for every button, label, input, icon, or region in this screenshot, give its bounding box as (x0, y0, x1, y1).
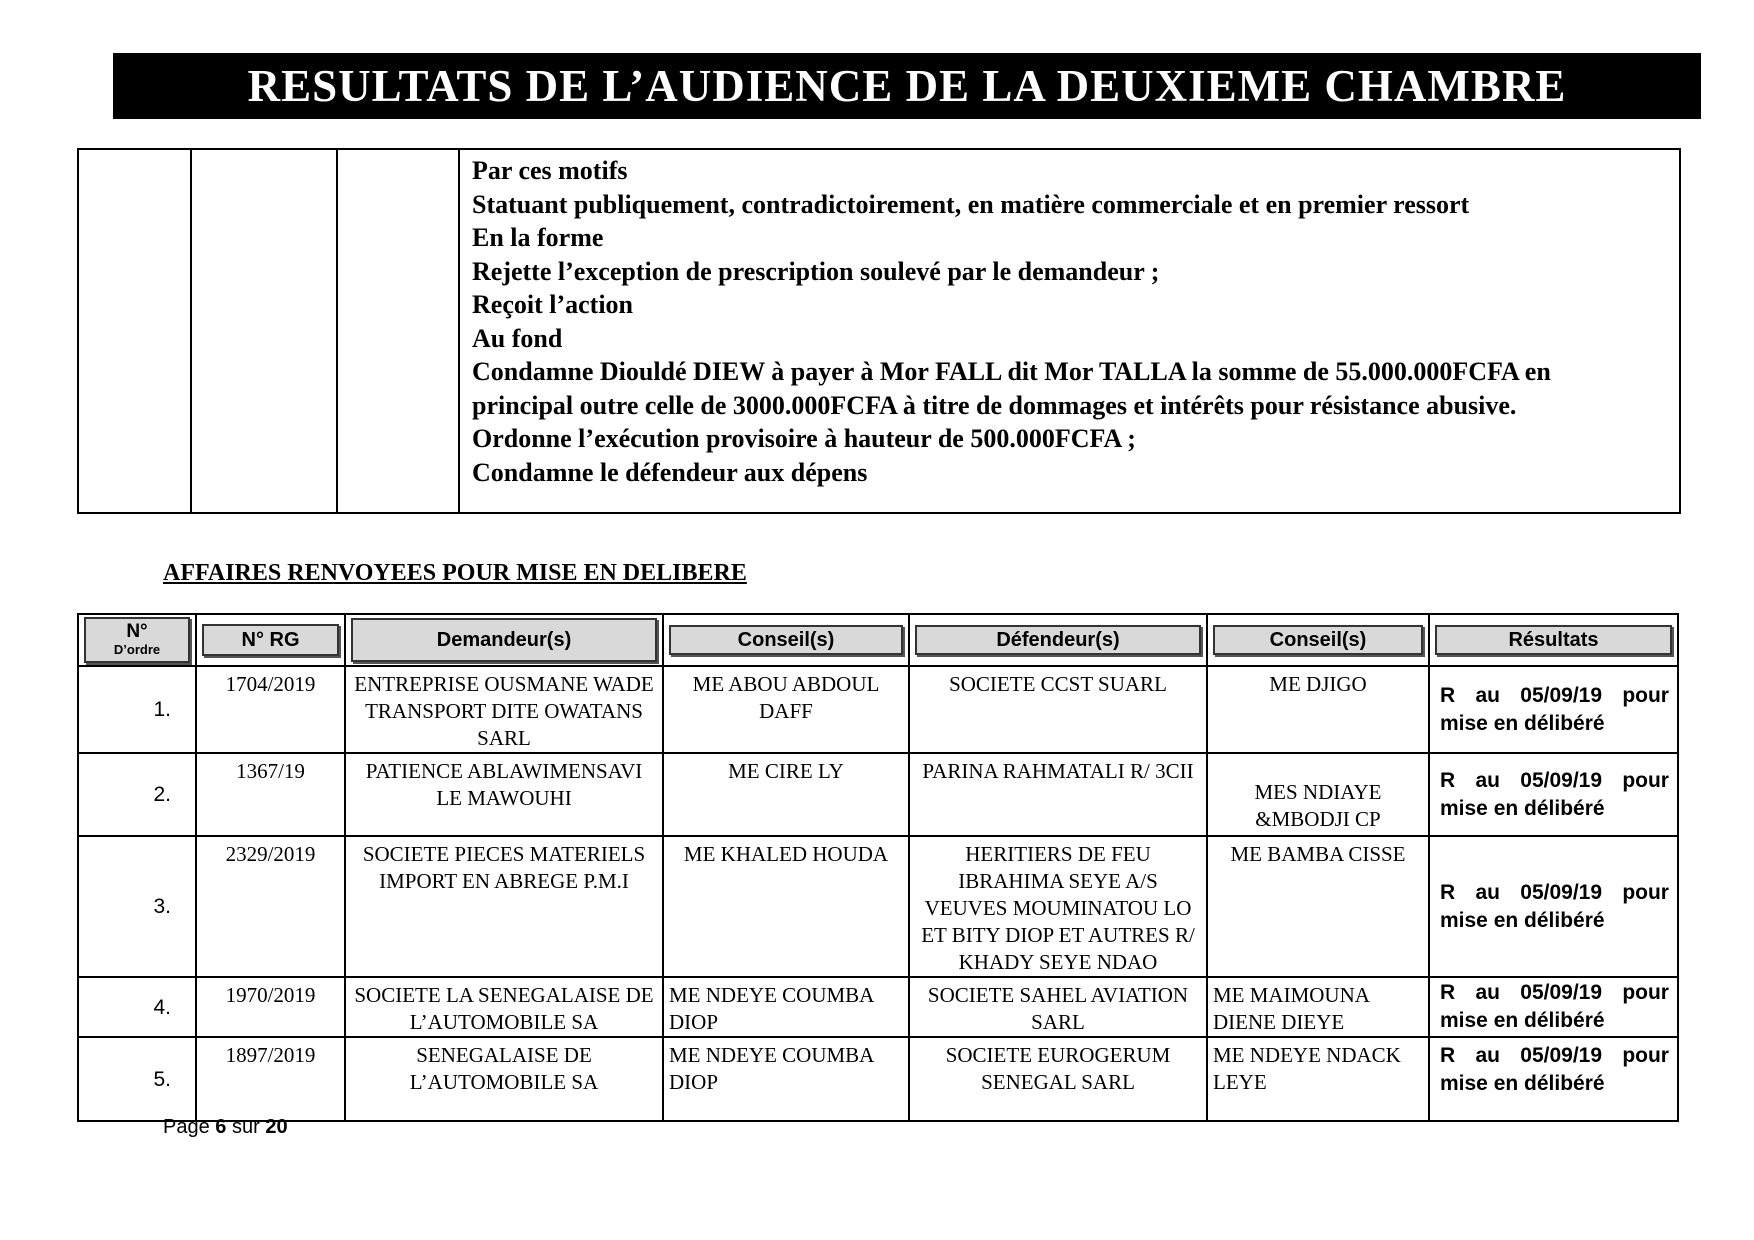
ruling-line: Par ces motifs (472, 156, 628, 185)
page-banner (113, 53, 1701, 119)
row-conseil-demandeur: ME ABOU ABDOUL DAFF (663, 666, 909, 753)
ruling-line: Ordonne l’exécution provisoire à hauteur de 500.000FCFA ; (472, 424, 1136, 453)
row-demandeur: SOCIETE PIECES MATERIELS IMPORT EN ABREGE P.M.I (345, 836, 663, 977)
table-row (78, 977, 1678, 1037)
row-conseil-demandeur: ME CIRE LY (663, 753, 909, 836)
row-resultat: R au 05/09/19 pour mise en délibéré (1429, 977, 1678, 1037)
header-conseil-demandeur: Conseil(s) (663, 614, 909, 666)
banner-title: RESULTATS DE L’AUDIENCE DE LA DEUXIEME CHAMBRE (247, 61, 1567, 111)
ruling-table (77, 148, 1681, 514)
row-num: 1. (78, 666, 196, 753)
ruling-line: En la forme (472, 223, 604, 252)
ruling-cell-empty-1 (78, 149, 191, 513)
row-defendeur: SOCIETE EUROGERUM SENEGAL SARL (909, 1037, 1207, 1121)
row-rg: 2329/2019 (196, 836, 345, 977)
header-rg: N° RG (196, 614, 345, 666)
row-conseil-defendeur: MES NDIAYE &MBODJI CP (1207, 753, 1429, 836)
row-resultat: R au 05/09/19 pour mise en délibéré (1429, 836, 1678, 977)
row-defendeur: HERITIERS DE FEU IBRAHIMA SEYE A/S VEUVES MOUMINATOU LO ET BITY DIOP ET AUTRES R/ KHADY SEYE NDAO (909, 836, 1207, 977)
row-defendeur: SOCIETE SAHEL AVIATION SARL (909, 977, 1207, 1037)
row-num: 3. (78, 836, 196, 977)
row-rg: 1970/2019 (196, 977, 345, 1037)
header-conseil-defendeur: Conseil(s) (1207, 614, 1429, 666)
ruling-line: Rejette l’exception de prescription soulevé par le demandeur ; (472, 256, 1160, 286)
row-resultat: R au 05/09/19 pour mise en délibéré (1429, 753, 1678, 836)
header-demandeur: Demandeur(s) (345, 614, 663, 666)
row-num: 5. (78, 1037, 196, 1121)
row-defendeur: SOCIETE CCST SUARL (909, 666, 1207, 753)
ruling-line: Au fond (472, 323, 563, 353)
row-defendeur: PARINA RAHMATALI R/ 3CII (909, 753, 1207, 836)
table-header-row (78, 614, 1678, 666)
ruling-cell-empty-2 (191, 149, 337, 513)
row-demandeur: PATIENCE ABLAWIMENSAVI LE MAWOUHI (345, 753, 663, 836)
row-demandeur: SOCIETE LA SENEGALAISE DE L’AUTOMOBILE SA (345, 977, 663, 1037)
ruling-line: Condamne le défendeur aux dépens (472, 457, 868, 487)
row-num: 4. (78, 977, 196, 1037)
row-conseil-demandeur: ME KHALED HOUDA (663, 836, 909, 977)
row-resultat: R au 05/09/19 pour mise en délibéré (1429, 1037, 1678, 1121)
row-rg: 1367/19 (196, 753, 345, 836)
table-row (78, 836, 1678, 977)
row-conseil-defendeur: ME NDEYE NDACK LEYE (1207, 1037, 1429, 1121)
row-conseil-defendeur: ME BAMBA CISSE (1207, 836, 1429, 977)
row-conseil-defendeur: ME MAIMOUNA DIENE DIEYE (1207, 977, 1429, 1037)
row-rg: 1704/2019 (196, 666, 345, 753)
table-row (78, 1037, 1678, 1121)
ruling-line: Statuant publiquement, contradictoirement, en matière commerciale et en premier ressort (472, 189, 1470, 219)
ruling-line: Condamne Diouldé DIEW à payer à Mor FALL dit Mor TALLA la somme de 55.000.000FCFA en (472, 357, 1551, 386)
footer-page-word: Page (163, 1116, 210, 1138)
row-conseil-defendeur: ME DJIGO (1207, 666, 1429, 753)
footer-page-total: 20 (265, 1116, 288, 1138)
row-resultat: R au 05/09/19 pour mise en délibéré (1429, 666, 1678, 753)
ruling-cell-empty-3 (337, 149, 459, 513)
header-resultats: Résultats (1429, 614, 1678, 666)
cases-table (77, 613, 1679, 1122)
section-title: AFFAIRES RENVOYEES POUR MISE EN DELIBERE (163, 560, 747, 586)
row-demandeur: SENEGALAISE DE L’AUTOMOBILE SA (345, 1037, 663, 1121)
row-demandeur: ENTREPRISE OUSMANE WADE TRANSPORT DITE OWATANS SARL (345, 666, 663, 753)
page-footer (163, 1116, 288, 1139)
footer-sur-word: sur (231, 1116, 260, 1138)
row-conseil-demandeur: ME NDEYE COUMBA DIOP (663, 1037, 909, 1121)
table-row (78, 666, 1678, 753)
header-num: N° D’ordre (78, 614, 196, 666)
row-rg: 1897/2019 (196, 1037, 345, 1121)
footer-page-number: 6 (215, 1116, 227, 1138)
ruling-line: principal outre celle de 3000.000FCFA à titre de dommages et intérêts pour résistance abusive. (472, 390, 1517, 420)
header-defendeur: Défendeur(s) (909, 614, 1207, 666)
ruling-line: Reçoit l’action (472, 290, 634, 319)
ruling-text-cell (459, 149, 1680, 513)
row-conseil-demandeur: ME NDEYE COUMBA DIOP (663, 977, 909, 1037)
row-num: 2. (78, 753, 196, 836)
table-row (78, 753, 1678, 836)
